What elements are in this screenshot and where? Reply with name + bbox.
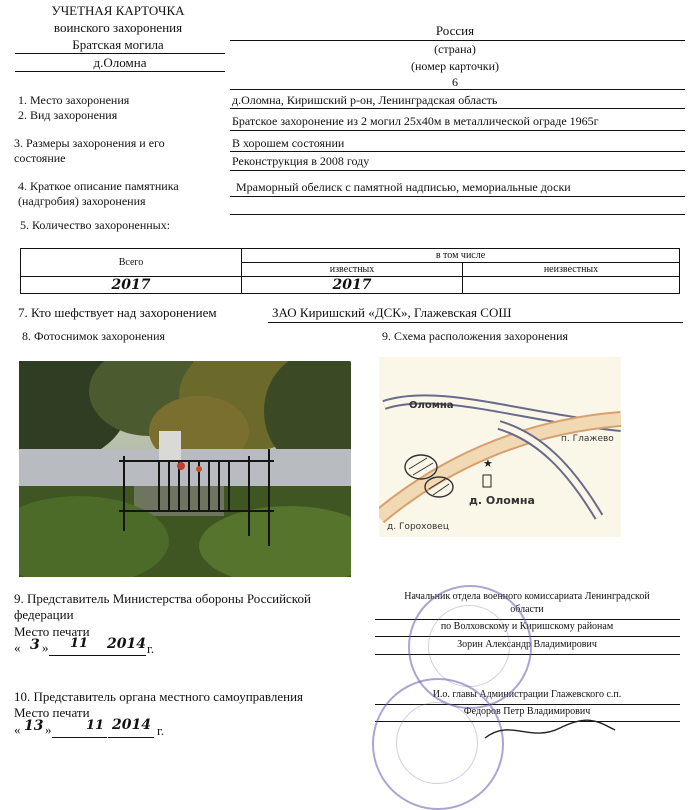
- mod-month: 11: [70, 636, 89, 651]
- scheme-village-label: д. Оломна: [469, 494, 535, 507]
- local-official-line-1: И.о. главы Администрации Глажевского с.п.: [432, 689, 622, 700]
- mod-seal-label: Место печати: [14, 624, 90, 639]
- mod-label-1: 9. Представитель Министерства обороны Российской: [14, 591, 311, 606]
- known-header: известных: [242, 263, 463, 277]
- scheme-town2-label: д. Гороховец: [387, 522, 449, 532]
- card-number: 6: [452, 75, 458, 89]
- scheme-town-label: п. Глажево: [561, 434, 614, 444]
- local-month: 11: [86, 718, 105, 733]
- memorial-value: Мраморный обелиск с памятной надписью, мемориальные доски: [236, 180, 571, 194]
- including-header: в том числе: [242, 249, 680, 263]
- commissariat-line-1: Начальник отдела военного комиссариата Ленинградской: [404, 591, 650, 602]
- photo-label: 8. Фотоснимок захоронения: [22, 329, 166, 343]
- unknown-header: неизвестных: [463, 263, 680, 277]
- burial-location-scheme: [379, 357, 621, 537]
- local-date-open: «: [14, 722, 21, 737]
- card-title: УЧЕТНАЯ КАРТОЧКА: [51, 3, 185, 18]
- mod-label-2: федерации: [14, 607, 74, 622]
- buried-count-table: [20, 248, 680, 294]
- local-day: 13: [24, 718, 44, 734]
- mod-date-open: «: [14, 640, 21, 655]
- mod-year: 2014: [107, 636, 146, 652]
- scheme-road-label: Оломна: [409, 400, 454, 411]
- mod-day: 3: [30, 637, 40, 653]
- local-official-line-2: Федоров Петр Владимирович: [463, 706, 591, 717]
- unknown-value: [463, 277, 680, 294]
- mod-year-suffix: г.: [147, 641, 155, 656]
- card-number-label: (номер карточки): [411, 59, 499, 73]
- local-date-mid: »: [45, 722, 52, 737]
- total-header: Всего: [21, 249, 242, 277]
- country-label: (страна): [434, 42, 476, 56]
- commissariat-line-4: Зорин Александр Владимирович: [457, 639, 597, 650]
- size-value-1: В хорошем состоянии: [232, 136, 345, 150]
- card-type: Братская могила: [72, 37, 164, 52]
- size-value-2: Реконструкция в 2008 году: [232, 154, 370, 168]
- commissariat-line-2: области: [510, 604, 544, 615]
- burial-photo: [19, 361, 351, 577]
- size-label-2: состояние: [14, 151, 66, 165]
- local-year-suffix: г.: [157, 723, 165, 738]
- known-value: 2017: [242, 277, 463, 294]
- local-year: 2014: [112, 717, 151, 733]
- type-label: 2. Вид захоронения: [18, 108, 118, 122]
- type-value: Братское захоронение из 2 могил 25х40м в металлической ограде 1965г: [232, 114, 599, 128]
- mod-date-mid: »: [42, 640, 49, 655]
- size-label-1: 3. Размеры захоронения и его: [14, 136, 165, 150]
- patron-label: 7. Кто шефствует над захоронением: [18, 305, 217, 320]
- commissariat-line-3: по Волховскому и Киришскому районам: [440, 621, 614, 632]
- place-label: 1. Место захоронения: [18, 93, 130, 107]
- patron-value: ЗАО Киришский «ДСК», Глажевская СОШ: [272, 305, 512, 320]
- svg-text:★: ★: [483, 458, 493, 470]
- local-seal-label: Место печати: [14, 705, 90, 720]
- memorial-label-1: 4. Краткое описание памятника: [18, 179, 179, 193]
- country-value: Россия: [435, 23, 475, 38]
- local-label: 10. Представитель органа местного самоуправления: [14, 689, 304, 704]
- memorial-label-2: (надгробия) захоронения: [18, 194, 146, 208]
- place-value: д.Оломна, Киришский р-он, Ленинградская область: [232, 93, 498, 107]
- total-value: 2017: [21, 277, 242, 294]
- signature-mark: [480, 708, 620, 748]
- scheme-label: 9. Схема расположения захоронения: [382, 329, 569, 343]
- card-subtitle: воинского захоронения: [53, 20, 183, 35]
- buried-count-label: 5. Количество захороненных:: [20, 218, 171, 232]
- card-place: д.Оломна: [93, 55, 147, 70]
